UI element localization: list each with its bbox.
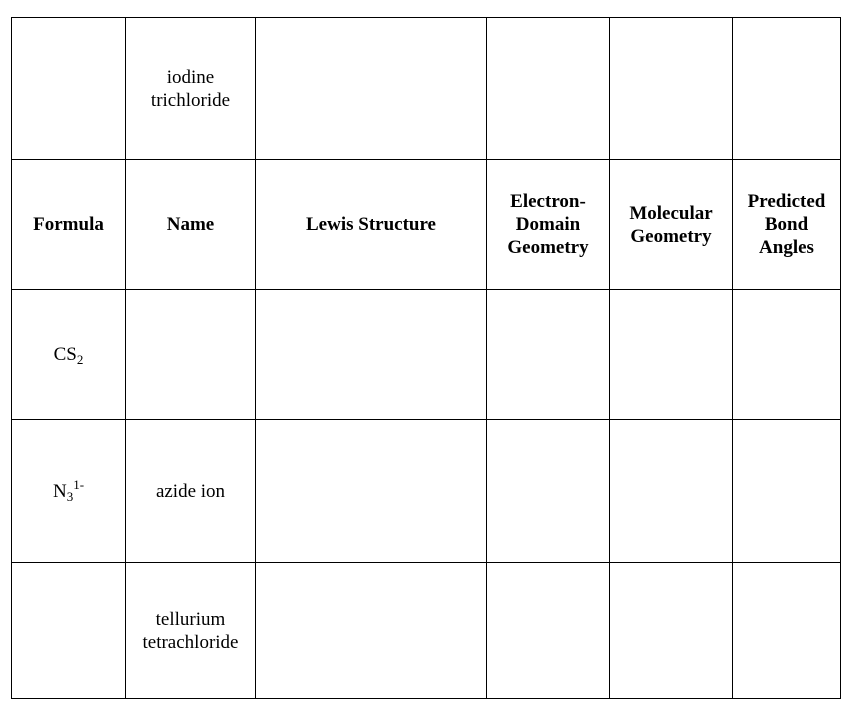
molecular-geometry-cell[interactable] xyxy=(610,420,733,563)
table-row xyxy=(12,420,841,563)
table-row xyxy=(12,563,841,699)
header-predicted-bond-angles xyxy=(733,160,841,290)
header-formula-label: Formula xyxy=(33,214,104,235)
chemical-formula: $N_3^{1-}$ xyxy=(52,476,85,504)
header-molecular-geometry-label: Molecular Geometry xyxy=(629,202,713,247)
header-lewis-structure-label: Lewis Structure xyxy=(306,214,436,235)
lewis-structure-cell[interactable] xyxy=(256,563,487,699)
molecular-geometry-cell[interactable] xyxy=(610,290,733,420)
header-row xyxy=(12,160,841,290)
compound-name: azide ion xyxy=(155,480,226,502)
header-electron-domain-geometry xyxy=(487,160,610,290)
header-formula xyxy=(12,160,126,290)
predicted-bond-angles-cell[interactable] xyxy=(733,563,841,699)
electron-domain-geometry-cell[interactable] xyxy=(487,420,610,563)
formula-cell[interactable] xyxy=(12,18,126,160)
electron-domain-geometry-cell[interactable] xyxy=(487,18,610,160)
lewis-structure-cell[interactable] xyxy=(256,290,487,420)
name-cell[interactable] xyxy=(126,290,256,420)
predicted-bond-angles-cell[interactable] xyxy=(733,290,841,420)
formula-cell xyxy=(12,290,126,420)
lewis-structure-cell[interactable] xyxy=(256,420,487,563)
compound-name: tellurium tetrachloride xyxy=(142,608,239,653)
name-cell xyxy=(126,420,256,563)
header-predicted-bond-angles-label: Predicted Bond Angles xyxy=(747,191,826,258)
header-name xyxy=(126,160,256,290)
name-cell xyxy=(126,563,256,699)
table-row xyxy=(12,290,841,420)
formula-cell[interactable] xyxy=(12,563,126,699)
header-electron-domain-geometry-label: Electron- Domain Geometry xyxy=(507,191,589,258)
electron-domain-geometry-cell[interactable] xyxy=(487,290,610,420)
chemical-formula: $CS_2$ xyxy=(53,344,84,367)
name-cell xyxy=(126,18,256,160)
predicted-bond-angles-cell[interactable] xyxy=(733,18,841,160)
header-molecular-geometry xyxy=(610,160,733,290)
header-name-label: Name xyxy=(166,214,215,235)
molecular-geometry-cell[interactable] xyxy=(610,563,733,699)
molecular-geometry-worksheet-table xyxy=(11,17,841,699)
table-row xyxy=(12,18,841,160)
predicted-bond-angles-cell[interactable] xyxy=(733,420,841,563)
formula-cell xyxy=(12,420,126,563)
header-lewis-structure xyxy=(256,160,487,290)
molecular-geometry-cell[interactable] xyxy=(610,18,733,160)
electron-domain-geometry-cell[interactable] xyxy=(487,563,610,699)
compound-name: iodine trichloride xyxy=(150,66,231,111)
lewis-structure-cell[interactable] xyxy=(256,18,487,160)
